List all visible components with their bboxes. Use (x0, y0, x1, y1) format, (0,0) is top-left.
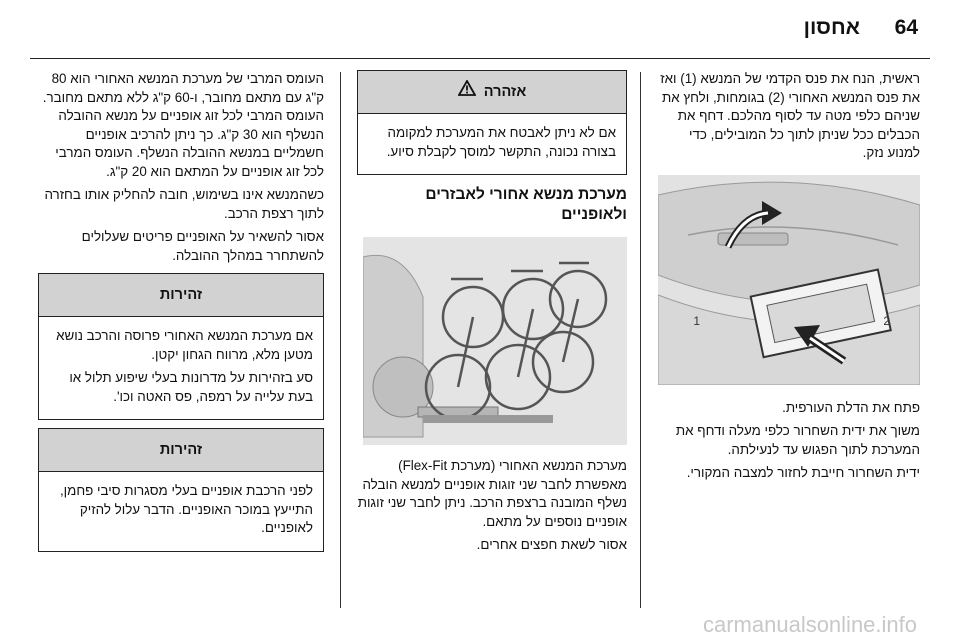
column-left (38, 70, 324, 560)
header-divider (30, 58, 930, 59)
bike-carrier-illustration (363, 237, 627, 445)
column-middle (357, 70, 627, 560)
paragraph-lamp-mounting: ראשית, הנח את פנס הקדמי של המנשא (1) ואז את פנס המנשא האחורי (2) בגומחות, ולחץ את שניהם כלפי מטה עד לסוף מהלכם. דחף את הכבלים ככל שניתן לתוך כל המובילים, כדי למנוע נזק. (660, 71, 920, 160)
warning-triangle-icon (458, 71, 476, 113)
caution-title: זהירות (39, 274, 323, 317)
paragraph-slide-back: כשהמנשא אינו בשימוש, חובה להחליק אותו בחזרה לתוך רצפת הרכב. (44, 187, 324, 221)
tailgate-bumper-illustration (658, 175, 920, 385)
page-header (0, 0, 960, 62)
section-title: אחסון (803, 16, 860, 39)
paragraph-flex-fit: מערכת המנשא האחורי (מערכת Flex-Fit) מאפשרת לחבר שני זוגות אופניים למנשא הובלה נשלף המובנה ברצפת הרכב. ניתן לחבר שני זוגות אופניים נוספים על מתאם. (357, 458, 627, 529)
paragraph-open-tailgate: פתח את הדלת העורפית. (782, 399, 920, 415)
caution-text-clearance: אם מערכת המנשא האחורי פרוסה והרכב נושא מטען מלא, מרווח הגחון יקטן. (56, 328, 313, 362)
warning-box-header (358, 71, 626, 114)
caution-text-slopes: סע בזהירות על מדרונות בעלי שיפוע תלול או בעת עלייה על רמפה, פס האטה וכו'. (69, 370, 313, 404)
watermark: carmanualsonline.info (702, 612, 918, 637)
paragraph-max-load: העומס המרבי של מערכת המנשא האחורי הוא 80 ק"ג עם מתאם מחובר, ו-60 ק"ג ללא מתאם מחובר. העומס המרבי לכל זוג אופניים על מנשא ההובלה הנשלף הוא 30 ק"ג. כך ניתן להרכיב אופניים חשמליים במנשא ההובלה הנשלף. העומס המרבי לכל זוג אופניים על המתאם הוא 20 ק"ג. (42, 71, 324, 179)
caution-title: זהירות (39, 429, 323, 472)
section-heading-rear-carrier: מערכת מנשא אחורי לאבזרים ולאופניים (425, 186, 627, 223)
column-right (658, 70, 920, 488)
column-divider-left (340, 72, 341, 608)
caution-text-carbon: לפני הרכבת אופניים בעלי מסגרות סיבי פחמן, התייעץ במוכר האופניים. הדבר עלול להזיק לאופניים. (59, 483, 313, 535)
warning-title: אזהרה (483, 84, 527, 100)
paragraph-handle-return: ידית השחרור חייבת לחזור למצבה המקורי. (686, 465, 920, 480)
caution-box-ground-clearance (38, 273, 324, 420)
figure-callout-1: 1 (693, 313, 700, 328)
paragraph-loose-items: אסור להשאיר על האופניים פריטים שעלולים להשתחרר במהלך ההובלה. (81, 229, 324, 263)
warning-box (357, 70, 627, 175)
figure-callout-2: 2 (883, 313, 890, 328)
column-divider-right (640, 72, 641, 608)
warning-text: אם לא ניתן לאבטח את המערכת למקומה בצורה נכונה, התקשר למוסך לקבלת סיוע. (386, 125, 616, 159)
page-number: 64 (894, 16, 918, 39)
paragraph-release-handle: משוך את ידית השחרור כלפי מעלה ודחף את המערכת לתוך הפגוש עד לנעילתה. (675, 423, 920, 457)
paragraph-no-other-items: אסור לשאת חפצים אחרים. (476, 537, 627, 552)
caution-box-carbon (38, 428, 324, 552)
